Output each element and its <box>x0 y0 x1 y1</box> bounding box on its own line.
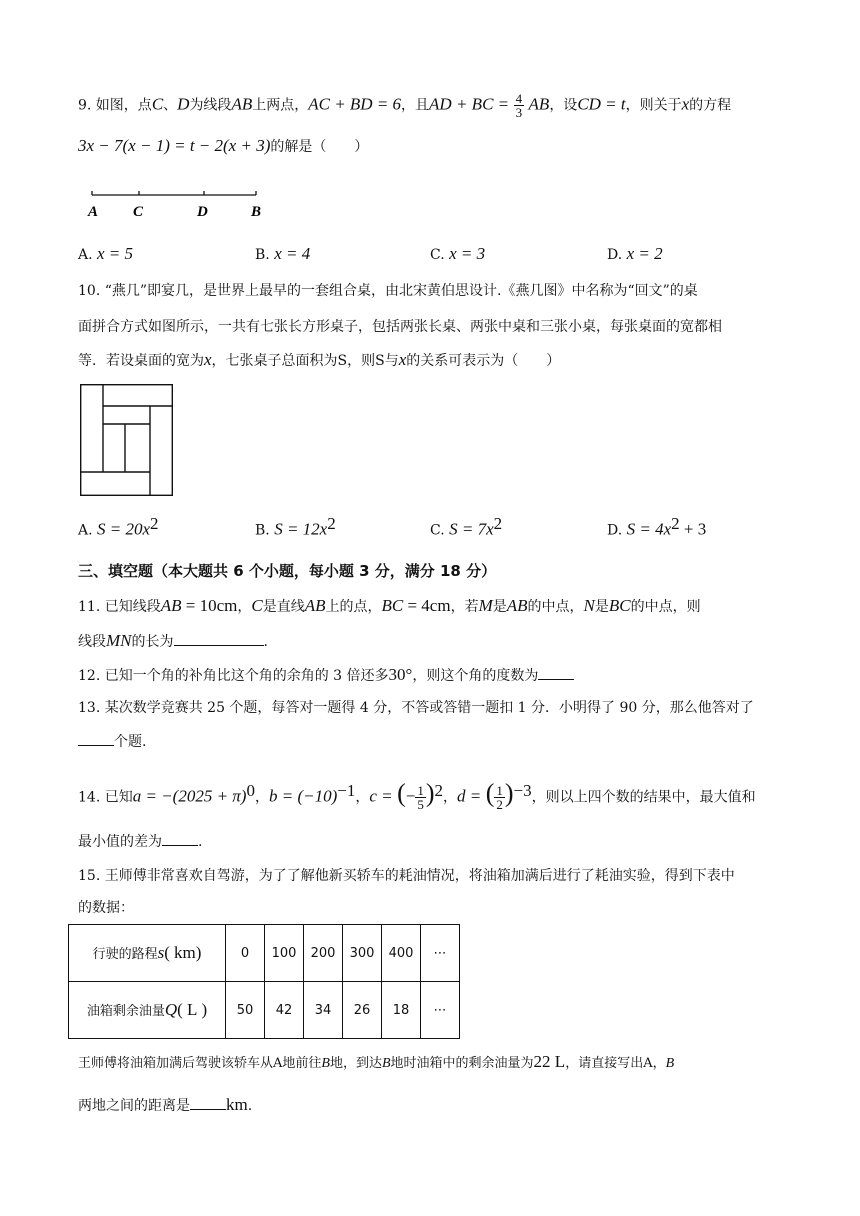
q14-c-exponent: 2 <box>434 781 444 800</box>
table-cell: 26 <box>343 982 382 1039</box>
option-label: A. <box>78 247 93 263</box>
option-value: S = 20x <box>97 519 151 539</box>
q11-line-2 <box>78 630 268 652</box>
table-cell: 300 <box>343 925 382 982</box>
q9-text: ，且 <box>401 97 430 114</box>
q9-label-a: A <box>88 204 99 220</box>
q14-text: 14. 已知 <box>78 789 133 806</box>
q14-text: ，则以上四个数的结果中，最大值和 <box>531 789 756 806</box>
q14-c-num: 1 <box>417 783 424 799</box>
q9-label-c: C <box>133 204 144 220</box>
q14-d-den: 2 <box>496 797 503 813</box>
q9-option-a[interactable] <box>78 244 133 265</box>
q15-fuel-amount: 22 L <box>533 1052 566 1071</box>
q14-d-paren-open: ( <box>485 778 495 808</box>
q11-text: 的中点， <box>527 599 584 615</box>
option-value: S = 12x <box>274 519 328 539</box>
q9-text: ，设 <box>549 97 578 114</box>
table-cell: ⋯ <box>421 925 460 982</box>
option-value: S = 7x <box>449 519 494 539</box>
q15-line-3 <box>78 1052 674 1074</box>
q9-segment-figure <box>84 188 274 224</box>
q11-text: 是直线 <box>262 599 305 615</box>
q10-line-3 <box>78 350 560 371</box>
option-exponent: 2 <box>671 514 680 533</box>
q14-b-expression: b = (−10) <box>268 786 338 806</box>
option-value: x = 5 <box>97 244 134 263</box>
q9-text: 的方程 <box>689 97 732 114</box>
q14-text: 最小值的差为 <box>78 834 162 850</box>
q9-text: 9. 如图，点 <box>78 97 152 114</box>
option-value: x = 2 <box>626 244 663 263</box>
section-3-heading: 三、填空题（本大题共 6 个小题，每小题 3 分，满分 18 分） <box>78 562 497 580</box>
q10-option-b[interactable] <box>255 514 336 541</box>
option-label: C. <box>430 522 445 539</box>
option-label: B. <box>255 247 270 263</box>
table-cell: 200 <box>304 925 343 982</box>
q9-text: ，则关于 <box>625 97 682 114</box>
q14-d-exponent: −3 <box>513 781 532 800</box>
q9-equation-2: AD + BC = <box>429 94 510 114</box>
q15-text: ，请直接写出A， <box>565 1056 666 1071</box>
q9-fraction-num: 4 <box>515 91 523 106</box>
q11-segment-ab: AB <box>506 596 528 615</box>
table-row <box>69 925 460 982</box>
q9-point-d: D <box>177 94 190 114</box>
q10-option-d[interactable] <box>607 514 706 541</box>
q9-equation-2-right: AB <box>528 94 550 114</box>
q11-line-1 <box>78 596 701 617</box>
q14-d-expression: d = <box>457 786 482 806</box>
q10-option-a[interactable] <box>78 514 159 541</box>
q15-text: 两地之间的距离是 <box>78 1098 190 1114</box>
q9-text: 上两点， <box>252 97 309 114</box>
q11-text: 的长为 <box>131 634 174 650</box>
q9-option-b[interactable] <box>255 244 310 265</box>
q11-point-c: C <box>251 596 263 615</box>
q14-c-sign: − <box>405 786 416 806</box>
q15-place-b: B <box>321 1056 330 1071</box>
q11-length-bc: = 4cm <box>403 596 451 615</box>
option-label: A. <box>78 522 93 539</box>
q13-line-1: 13. 某次数学竞赛共 25 个题，每答对一题得 4 分，不答或答错一题扣 1 分．小明得了 90 分，那么他答对了 <box>78 700 754 716</box>
q9-var-x: x <box>681 94 690 114</box>
q11-point-n: N <box>583 596 595 615</box>
q13-text: 个题. <box>114 734 147 750</box>
q12-angle: 30° <box>388 665 413 684</box>
q9-point-c: C <box>151 94 164 114</box>
q14-comma: ， <box>355 789 370 806</box>
q11-text: 上的点， <box>325 599 382 615</box>
q15-text: . <box>247 1098 253 1114</box>
option-value: x = 4 <box>274 244 311 263</box>
q11-text: 是 <box>594 599 609 615</box>
row-header-unit: L <box>186 1000 198 1019</box>
table-cell: 34 <box>304 982 343 1039</box>
q11-text: 线段 <box>78 634 106 650</box>
q14-text: . <box>198 834 203 850</box>
option-exponent: 2 <box>327 514 336 533</box>
table-row <box>69 982 460 1039</box>
q9-equation-3: CD = t <box>577 94 626 114</box>
q9-main-equation: 3x − 7(x − 1) = t − 2(x + 3) <box>78 136 271 155</box>
row-header-var: s <box>157 943 165 962</box>
q13-line-2 <box>78 730 146 752</box>
q14-c-paren-open: ( <box>397 778 406 808</box>
q15-line-1: 15. 王师傅非常喜欢自驾游，为了了解他新买轿车的耗油情况，将油箱加满后进行了耗油实验，得到下表中 <box>78 868 735 884</box>
option-label: B. <box>255 522 270 539</box>
option-value-tail: + 3 <box>679 519 707 539</box>
option-exponent: 2 <box>150 514 159 533</box>
q11-segment-bc: BC <box>608 596 631 615</box>
table-cell: 18 <box>382 982 421 1039</box>
q10-var-x: x <box>204 350 212 369</box>
q14-c-paren-close: ) <box>425 778 435 808</box>
q9-line-1 <box>78 92 731 119</box>
table-cell: 50 <box>226 982 265 1039</box>
q11-text: 11. 已知线段 <box>78 599 161 615</box>
q9-equation-1: AC + BD = 6 <box>308 94 402 114</box>
q15-answer-blank[interactable] <box>190 1094 226 1110</box>
row-header-var: Q <box>164 1000 178 1019</box>
q14-c-den: 5 <box>417 797 424 813</box>
q11-point-m: M <box>478 596 493 615</box>
q9-text: 为线段 <box>189 97 232 114</box>
option-value: x = 3 <box>449 244 486 263</box>
q11-text: ， <box>237 599 252 615</box>
q9-label-d: D <box>197 204 208 220</box>
row-header-unit: km <box>174 943 196 962</box>
q14-a-exponent: 0 <box>246 781 255 800</box>
q9-option-d[interactable] <box>607 244 663 265</box>
q15-place-b: B <box>665 1056 675 1071</box>
q9-segment-ab: AB <box>231 94 253 114</box>
q10-table-layout-figure <box>80 384 173 496</box>
q9-option-c[interactable] <box>430 244 485 265</box>
q13-answer-blank[interactable] <box>78 730 114 746</box>
row-header-text: 行驶的路程 <box>92 947 158 962</box>
q14-line-2 <box>78 830 202 852</box>
q14-comma: ， <box>254 789 269 806</box>
q14-line-1 <box>78 776 756 813</box>
q14-a-expression: a = −(2025 + π) <box>132 786 247 806</box>
q15-place-b: B <box>381 1056 391 1071</box>
option-label: C. <box>430 247 445 263</box>
q12-text: ，则这个角的度数为 <box>412 668 539 684</box>
q14-c-fraction <box>415 784 426 811</box>
q9-label-b: B <box>251 204 262 220</box>
q11-text: ，若 <box>450 599 479 615</box>
q15-line-2: 的数据： <box>78 900 134 916</box>
table-cell: 400 <box>382 925 421 982</box>
q14-answer-blank[interactable] <box>162 830 198 846</box>
option-value: S = 4x <box>626 519 672 539</box>
q10-text: ，七张桌子总面积为S，则S与 <box>211 353 399 369</box>
q11-segment-mn: MN <box>106 631 132 650</box>
q11-segment-ab: AB <box>160 596 182 615</box>
q10-text: 等．若设桌面的宽为 <box>78 353 204 369</box>
q15-row1-header: 行驶的路程s( km) <box>69 925 226 982</box>
q11-length-ab: = 10cm <box>181 596 238 615</box>
q12-line <box>78 664 574 686</box>
q9-fraction <box>514 92 525 119</box>
table-cell: ⋯ <box>421 982 460 1039</box>
q9-line-2 <box>78 136 368 157</box>
q11-text: 是 <box>492 599 507 615</box>
q11-text: . <box>263 634 268 650</box>
q14-b-exponent: −1 <box>337 781 356 800</box>
q14-d-fraction <box>494 784 505 811</box>
q9-sep: 、 <box>163 97 178 114</box>
q14-d-num: 1 <box>496 783 503 799</box>
q9-fraction-den: 3 <box>515 105 523 120</box>
q10-line-2: 面拼合方式如图所示，一共有七张长方形桌子，包括两张长桌、两张中桌和三张小桌，每张桌面的宽都相 <box>78 319 722 335</box>
table-cell: 42 <box>265 982 304 1039</box>
q12-text: 12. 已知一个角的补角比这个角的余角的 3 倍还多 <box>78 668 389 684</box>
q15-data-table <box>68 924 460 1039</box>
option-label: D. <box>607 247 623 263</box>
q10-var-x: x <box>398 350 407 369</box>
q15-line-4 <box>78 1094 252 1116</box>
q9-text: 的解是（ ） <box>270 139 369 155</box>
q15-row2-header: 油箱剩余油量Q( L ) <box>69 982 226 1039</box>
option-exponent: 2 <box>493 514 503 533</box>
q11-segment-bc: BC <box>381 596 404 615</box>
q14-c-expression: c = <box>369 786 393 806</box>
q15-text: 地时油箱中的剩余油量为 <box>390 1056 534 1071</box>
q12-answer-blank[interactable] <box>538 664 574 680</box>
q11-segment-ab: AB <box>304 596 326 615</box>
q10-text: 的关系可表示为（ ） <box>406 353 561 369</box>
q11-answer-blank[interactable] <box>174 630 264 646</box>
row-header-text: 油箱剩余油量 <box>86 1004 165 1019</box>
q10-option-c[interactable] <box>430 514 502 541</box>
q15-unit: km <box>226 1095 248 1114</box>
q15-text: 地，到达 <box>329 1056 382 1071</box>
q14-comma: ， <box>443 789 458 806</box>
q11-text: 的中点，则 <box>630 599 701 615</box>
table-cell: 100 <box>265 925 304 982</box>
q15-text: 王师傅将油箱加满后驾驶该轿车从A地前往 <box>78 1056 322 1071</box>
q10-line-1: 10. “燕几”即宴几，是世界上最早的一套组合桌，由北宋黄伯思设计.《燕几图》中名称为“回文”的桌 <box>78 283 698 299</box>
q14-d-paren-close: ) <box>504 778 514 808</box>
table-cell: 0 <box>226 925 265 982</box>
option-label: D. <box>607 522 623 539</box>
